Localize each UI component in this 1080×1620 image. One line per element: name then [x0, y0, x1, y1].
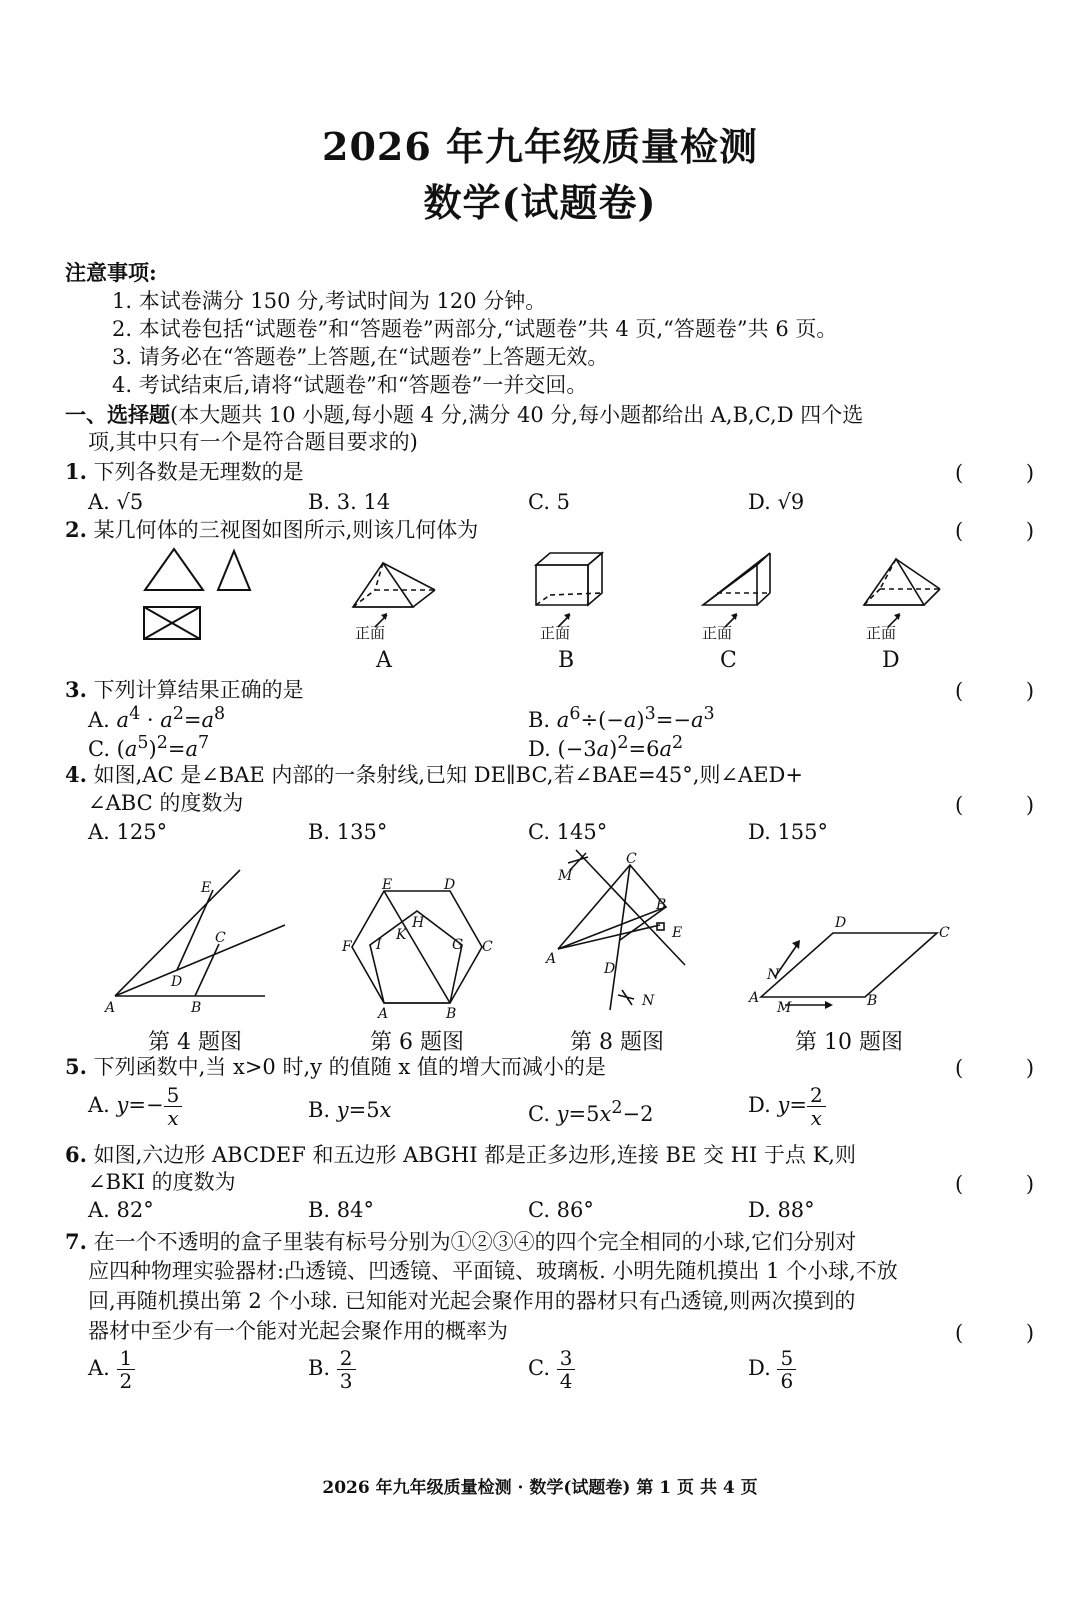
q2-answer-paren: ( ) [955, 519, 1063, 543]
section-1-header: 一、选择题(本大题共 10 小题,每小题 4 分,满分 40 分,每小题都给出 A,B,C,D 四个选 [65, 402, 864, 427]
q3-stem: 3. 下列计算结果正确的是 [65, 677, 304, 702]
q1-option-c: C. 5 [528, 490, 571, 514]
fig4-label-e: E [201, 880, 212, 896]
q2-stem: 2. 某几何体的三视图如图所示,则该几何体为 [65, 517, 479, 542]
page-footer: 2026 年九年级质量检测 · 数学(试题卷) 第 1 页 共 4 页 [322, 1478, 758, 1498]
q1-stem: 1. 下列各数是无理数的是 [65, 459, 304, 484]
q2-d-front-label: 正面 [866, 624, 897, 642]
fig4-label-c: C [215, 930, 226, 946]
q2-c-front-label: 正面 [702, 624, 733, 642]
q1-answer-paren: ( ) [955, 461, 1063, 485]
q4-option-b: B. 135° [308, 820, 388, 844]
section-1-desc: 项,其中只有一个是符合题目要求的) [88, 430, 418, 454]
q3-answer-paren: ( ) [955, 679, 1063, 703]
figure-q8 [540, 845, 700, 1020]
fig10-caption: 第 10 题图 [795, 1030, 903, 1055]
fig8-label-n: N [642, 993, 655, 1009]
fig10-label-n: N [767, 967, 780, 983]
q7-option-a: A. $\frac{1}{2}$ [88, 1348, 135, 1391]
fig6-label-k: K [396, 927, 407, 943]
q1-option-b: B. 3. 14 [308, 490, 391, 514]
q2-three-views [130, 545, 270, 650]
fig8-label-m: M [558, 868, 573, 884]
fig10-label-c: C [939, 925, 950, 941]
fig8-caption: 第 8 题图 [570, 1030, 664, 1055]
fig6-label-b: B [446, 1006, 457, 1020]
fig10-label-a: A [749, 990, 760, 1006]
fig6-label-g: G [452, 937, 464, 953]
q6-stem-1: 6. 如图,六边形 ABCDEF 和五边形 ABGHI 都是正多边形,连接 BE 交 HI 于点 K,则 [65, 1142, 856, 1167]
notice-item-3: 3. 请务必在“答题卷”上答题,在“试题卷”上答题无效。 [112, 345, 609, 369]
q3-option-b: B. $a^6\div(-a)^3=-a^3$ [528, 704, 715, 732]
fig6-label-f: F [342, 939, 352, 955]
q2-label-b: B [558, 648, 575, 673]
fig6-label-h: H [412, 915, 425, 931]
q5-option-a: A. y=− $\frac{5}{x}$ [88, 1085, 182, 1128]
fig6-label-e: E [382, 877, 393, 893]
q2-b-front-label: 正面 [540, 624, 571, 642]
notice-item-2: 2. 本试卷包括“试题卷”和“答题卷”两部分,“试题卷”共 4 页,“答题卷”共 6 页。 [112, 317, 838, 341]
exam-subtitle: 数学(试题卷) [423, 180, 657, 225]
figure-q6 [340, 875, 500, 1020]
fig8-label-c: C [626, 851, 637, 867]
q2-a-front-label: 正面 [355, 624, 386, 642]
q4-stem-2: ∠ABC 的度数为 [88, 791, 244, 815]
q3-option-a: A. $a^4 \cdot a^2=a^8$ [88, 704, 226, 732]
exam-title: 2026 年九年级质量检测 [322, 124, 758, 169]
q2-label-d: D [882, 648, 900, 673]
q6-stem-2: ∠BKI 的度数为 [88, 1170, 236, 1194]
q6-option-b: B. 84° [308, 1198, 375, 1222]
q4-answer-paren: ( ) [955, 793, 1063, 817]
fig4-label-a: A [105, 1000, 116, 1016]
q7-option-c: C. $\frac{3}{4}$ [528, 1348, 575, 1391]
figure-q10 [745, 905, 965, 1020]
q7-line-3: 回,再随机摸出第 2 个小球. 已知能对光起会聚作用的器材只有凸透镜,则两次摸到的 [88, 1289, 856, 1313]
fig10-label-m: M [777, 1000, 792, 1016]
q3-option-c: C. $(a^5)^2=a^7$ [88, 733, 210, 761]
notice-item-1: 1. 本试卷满分 150 分,考试时间为 120 分钟。 [112, 289, 547, 313]
fig8-label-d: D [604, 961, 616, 977]
q4-stem-1: 4. 如图,AC 是∠BAE 内部的一条射线,已知 DE∥BC,若∠BAE=45°,则∠AED+ [65, 762, 803, 787]
q4-option-a: A. 125° [88, 820, 168, 844]
fig6-label-i: I [376, 937, 382, 953]
q7-line-4: 器材中至少有一个能对光起会聚作用的概率为 [88, 1319, 508, 1343]
notice-item-4: 4. 考试结束后,请将“试题卷”和“答题卷”一并交回。 [112, 373, 588, 397]
fig10-label-b: B [867, 993, 878, 1009]
q2-label-c: C [720, 648, 737, 673]
notice-heading: 注意事项: [65, 260, 157, 285]
q7-answer-paren: ( ) [955, 1321, 1063, 1345]
fig6-label-d: D [444, 877, 456, 893]
q5-option-b: B. y=5x [308, 1098, 392, 1122]
q5-option-c: C. $y=5x^2-2$ [528, 1098, 654, 1126]
q6-option-d: D. 88° [748, 1198, 815, 1222]
q4-option-d: D. 155° [748, 820, 829, 844]
q7-line-1: 7. 在一个不透明的盒子里装有标号分别为①②③④的四个完全相同的小球,它们分别对 [65, 1229, 857, 1254]
fig10-label-d: D [835, 915, 847, 931]
fig6-label-a: A [378, 1006, 389, 1020]
q5-option-d: D. y= $\frac{2}{x}$ [748, 1085, 826, 1128]
q7-option-d: D. $\frac{5}{6}$ [748, 1348, 796, 1391]
q5-stem: 5. 下列函数中,当 x>0 时,y 的值随 x 值的增大而减小的是 [65, 1054, 606, 1079]
q6-option-c: C. 86° [528, 1198, 594, 1222]
q7-line-2: 应四种物理实验器材:凸透镜、凹透镜、平面镜、玻璃板. 小明先随机摸出 1 个小球,不放 [88, 1259, 898, 1283]
fig6-label-c: C [482, 939, 493, 955]
q4-option-c: C. 145° [528, 820, 608, 844]
fig8-label-e: E [672, 925, 683, 941]
q6-option-a: A. 82° [88, 1198, 154, 1222]
fig8-label-a: A [546, 951, 557, 967]
q5-answer-paren: ( ) [955, 1056, 1063, 1080]
figure-q4 [95, 860, 295, 1020]
q2-label-a: A [376, 648, 392, 673]
fig4-label-d: D [171, 974, 183, 990]
q6-answer-paren: ( ) [955, 1172, 1063, 1196]
fig8-label-b: B [656, 897, 667, 913]
fig4-caption: 第 4 题图 [148, 1030, 242, 1055]
q1-option-d: D. √9 [748, 490, 805, 514]
q3-option-d: D. $(-3a)^2=6a^2$ [528, 733, 684, 761]
fig4-label-b: B [191, 1000, 202, 1016]
q1-option-a: A. √5 [88, 490, 144, 514]
fig6-caption: 第 6 题图 [370, 1030, 464, 1055]
q7-option-b: B. $\frac{2}{3}$ [308, 1348, 356, 1391]
